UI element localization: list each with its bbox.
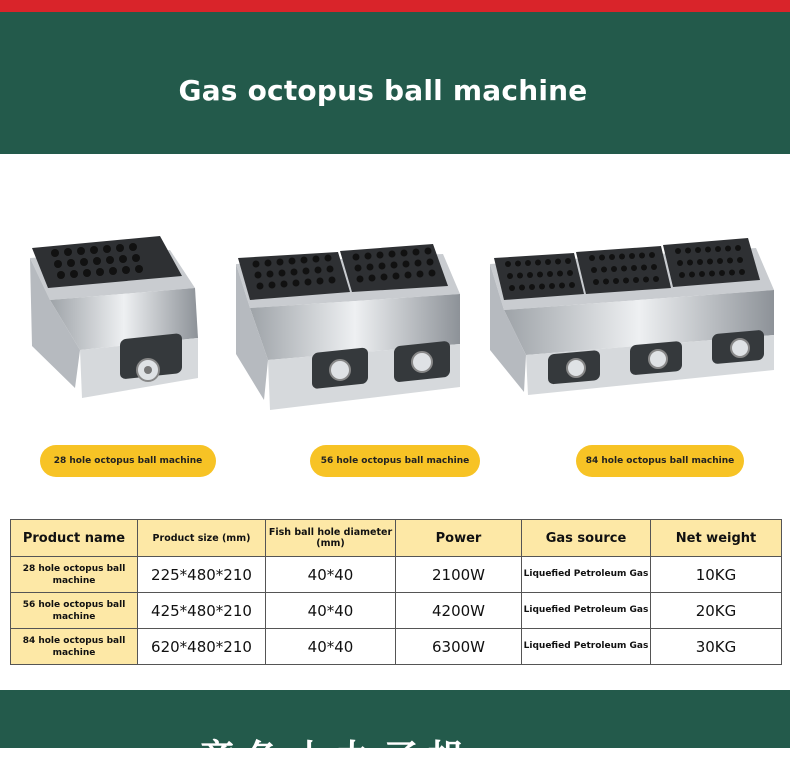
product-label-28-hole: 28 hole octopus ball machine: [40, 445, 216, 477]
footer-banner: [0, 690, 790, 781]
header-product-size: Product size (mm): [138, 520, 266, 557]
cell-net-weight: 30KG: [651, 629, 782, 665]
table-header-row: [11, 520, 782, 557]
header-banner: [0, 12, 790, 154]
header-hole-diameter: Fish ball hole diameter (mm): [266, 520, 396, 557]
spec-table: [10, 519, 782, 665]
cell-net-weight: 10KG: [651, 557, 782, 593]
product-label-56-hole: 56 hole octopus ball machine: [310, 445, 480, 477]
cell-gas-source: Liquefied Petroleum Gas: [522, 593, 651, 629]
header-product-name: Product name: [11, 520, 138, 557]
cell-power: 2100W: [396, 557, 522, 593]
table-row: [11, 557, 782, 593]
cell-product-size: 620*480*210: [138, 629, 266, 665]
header-power: Power: [396, 520, 522, 557]
cell-product-name: 84 hole octopus ball machine: [11, 629, 138, 665]
cell-power: 6300W: [396, 629, 522, 665]
footer-title: 章鱼小丸子机: [198, 737, 475, 781]
table-row: [11, 629, 782, 665]
cell-power: 4200W: [396, 593, 522, 629]
cell-gas-source: Liquefied Petroleum Gas: [522, 557, 651, 593]
machine-84-hole-image: [486, 220, 776, 400]
cell-net-weight: 20KG: [651, 593, 782, 629]
machine-28-hole-image: [20, 228, 205, 408]
cell-product-size: 425*480*210: [138, 593, 266, 629]
machine-56-hole-image: [228, 232, 463, 417]
cell-gas-source: Liquefied Petroleum Gas: [522, 629, 651, 665]
cell-hole-diameter: 40*40: [266, 629, 396, 665]
cell-product-size: 225*480*210: [138, 557, 266, 593]
page-title: Gas octopus ball machine: [178, 74, 588, 107]
cell-hole-diameter: 40*40: [266, 593, 396, 629]
table-row: [11, 593, 782, 629]
top-red-stripe: [0, 0, 790, 12]
cell-hole-diameter: 40*40: [266, 557, 396, 593]
header-gas-source: Gas source: [522, 520, 651, 557]
cell-product-name: 28 hole octopus ball machine: [11, 557, 138, 593]
cell-product-name: 56 hole octopus ball machine: [11, 593, 138, 629]
header-net-weight: Net weight: [651, 520, 782, 557]
product-label-84-hole: 84 hole octopus ball machine: [576, 445, 744, 477]
